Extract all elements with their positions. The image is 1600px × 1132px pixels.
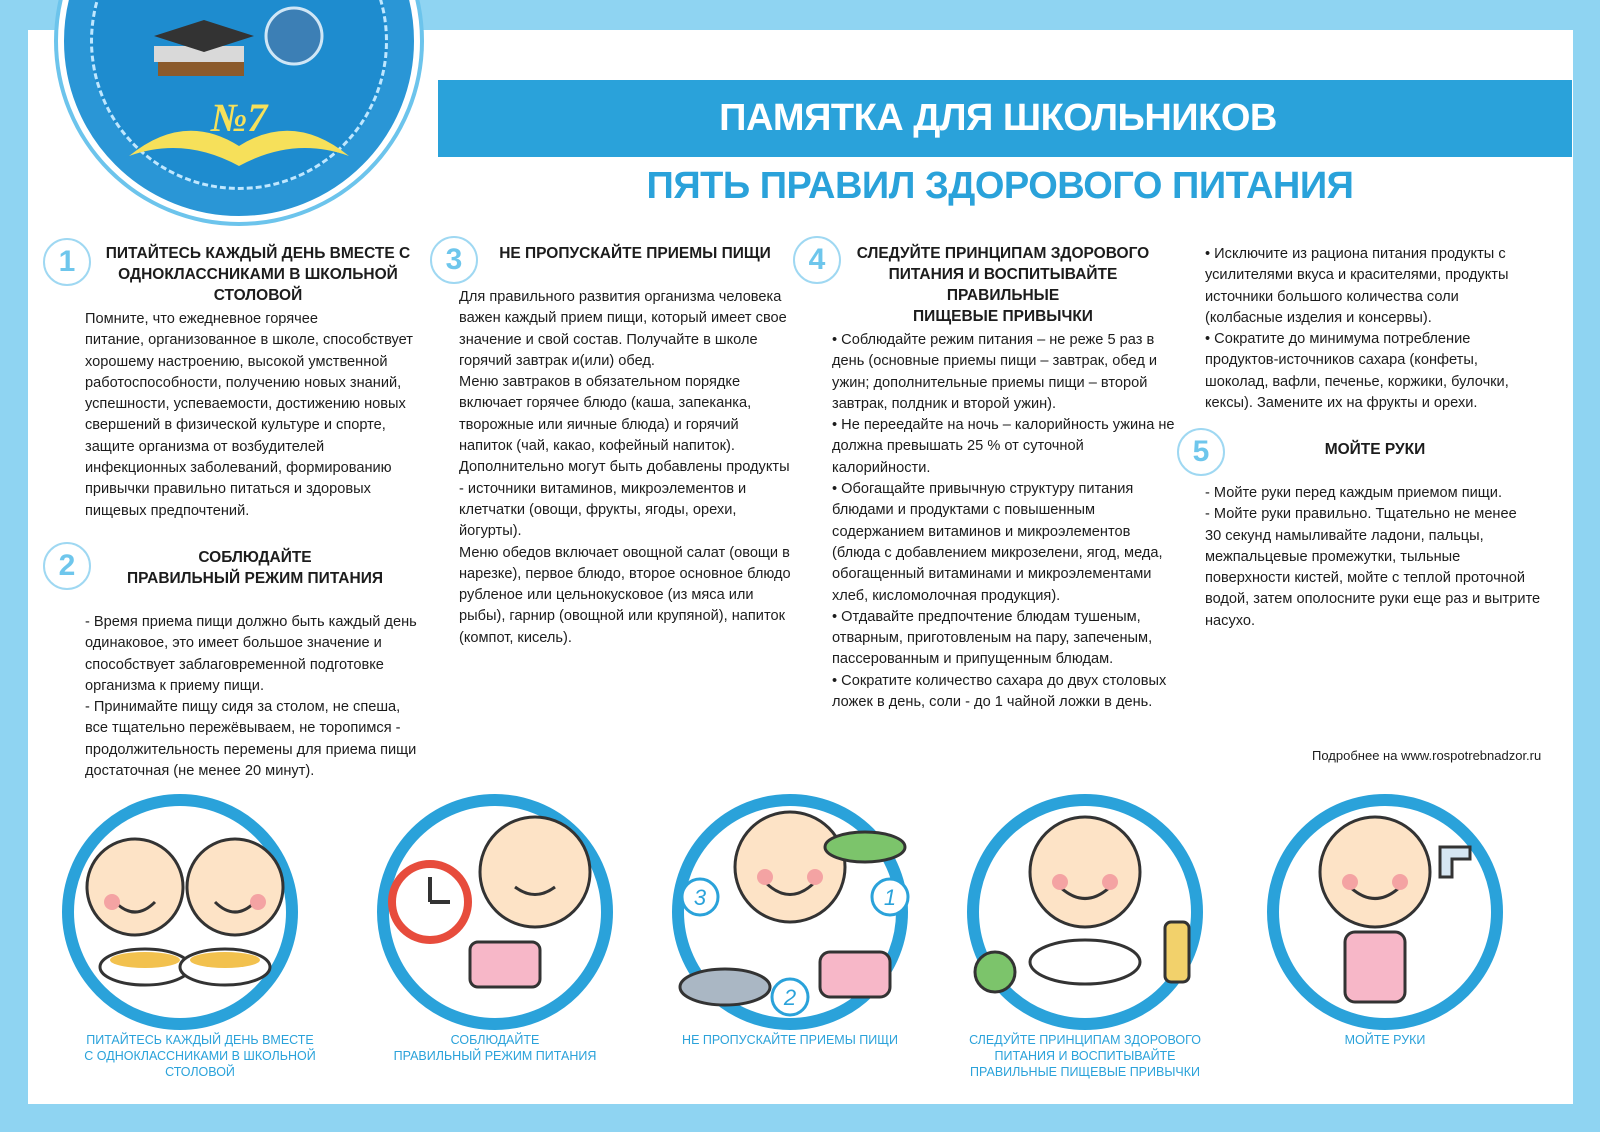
rule-2-heading: СОБЛЮДАЙТЕ ПРАВИЛЬНЫЙ РЕЖИМ ПИТАНИЯ xyxy=(127,549,383,587)
caption-healthy-habits: СЛЕДУЙТЕ ПРИНЦИПАМ ЗДОРОВОГО ПИТАНИЯ И ВОСПИТЫВАЙТЕ ПРАВИЛЬНЫЕ ПИЩЕВЫЕ ПРИВЫЧКИ xyxy=(969,1033,1201,1079)
three-meals-illustration xyxy=(670,792,910,1032)
rule-5-body: - Мойте руки перед каждым приемом пищи. - Мойте руки правильно. Тщательно не менее 30 секунд намыливайте ладони, пальцы, межпальцевые промежутки, тыльные поверхности кистей, мойте с теплой проточной водой, затем ополосните руки еще раз и вытрите насухо. xyxy=(1205,485,1541,629)
meal-order-label: 2 xyxy=(783,985,797,1010)
caption-meal-schedule: СОБЛЮДАЙТЕ ПРАВИЛЬНЫЙ РЕЖИМ ПИТАНИЯ xyxy=(393,1033,597,1063)
emblem-number: №7 xyxy=(210,95,268,140)
rule-3-number: 3 xyxy=(430,236,478,284)
books-globe-icon xyxy=(144,6,334,96)
clock-breakfast-illustration xyxy=(375,792,615,1032)
healthy-cooking-illustration xyxy=(965,792,1205,1032)
caption-dont-skip-meals: НЕ ПРОПУСКАЙТЕ ПРИЕМЫ ПИЩИ xyxy=(682,1033,898,1047)
rule-2-number: 2 xyxy=(43,542,91,590)
rule-4-heading: СЛЕДУЙТЕ ПРИНЦИПАМ ЗДОРОВОГО ПИТАНИЯ И ВОСПИТЫВАЙТЕ ПРАВИЛЬНЫЕ ПИЩЕВЫЕ ПРИВЫЧКИ xyxy=(856,245,1150,325)
source-note: Подробнее на www.rospotrebnadzor.ru xyxy=(1312,748,1542,763)
rule-3-heading: НЕ ПРОПУСКАЙТЕ ПРИЕМЫ ПИЩИ xyxy=(499,245,771,262)
kids-eating-together-illustration xyxy=(60,792,300,1032)
rule-3-body: Для правильного развития организма человека важен каждый прием пищи, который имеет свое значение и свой состав. Получайте в школе горячий завтрак и(или) обед. Меню завтраков в обязательном порядке включает горячее блюдо (каша, запеканка, творожные или яичные блюда) и горячий напиток (чай, какао, кофейный напиток). Дополнительно могут быть добавлены продукты - источники витаминов, микроэлементов и клетчатки (овощи, фрукты, ягоды, орехи, йогурты). Меню обедов включает овощной салат (овощи в нарезке), первое блюдо, второе основное блюдо рубленое или цельнокусковое (из мяса или рыбы), гарнир (овощной или крупяной), напиток (компот, кисель). xyxy=(459,289,791,646)
rule-4-body: • Соблюдайте режим питания – не реже 5 раз в день (основные приемы пищи – завтрак, обед и ужин; дополнительные приемы пищи – второй завтрак, полдник и второй ужин). • Не переедайте на ночь – калорийность ужина не должна превышать 25 % от суточной калорийности. • Обогащайте привычную структуру питания блюдами и продуктами с повышенным содержанием витаминов и микроэлементов (блюда с добавлением микрозелени, ягод, меда, обогащенный витаминами и микроэлементами хлеб, кисломолочная продукция). • Отдавайте предпочтение блюдам тушеным, отварным, приготовленым на пару, запеченым, пассерованным и припущенным блюдам. • Сократите количество сахара до двух столовых ложек в день, соли - до 1 чайной ложки в день. xyxy=(832,332,1175,711)
caption-eat-together: ПИТАЙТЕСЬ КАЖДЫЙ ДЕНЬ ВМЕСТЕ С ОДНОКЛАССНИКАМИ В ШКОЛЬНОЙ СТОЛОВОЙ xyxy=(84,1033,316,1079)
page-subtitle: ПЯТЬ ПРАВИЛ ЗДОРОВОГО ПИТАНИЯ xyxy=(646,165,1354,207)
caption-wash-hands: МОЙТЕ РУКИ xyxy=(1344,1033,1426,1047)
rule-4-body-continued: • Исключите из рациона питания продукты с усилителями вкуса и красителями, продукты источники большого количества соли (колбасные изделия и консервы). • Сократите до минимума потребление продуктов-источников сахара (конфеты, шоколад, вафли, печенье, коржики, булочки, кексы). Замените их на фрукты и орехи. xyxy=(1205,246,1509,412)
rule-5-number: 5 xyxy=(1177,428,1225,476)
rule-1-heading: ПИТАЙТЕСЬ КАЖДЫЙ ДЕНЬ ВМЕСТЕ С ОДНОКЛАССНИКАМИ В ШКОЛЬНОЙ СТОЛОВОЙ xyxy=(105,245,411,304)
hand-washing-illustration xyxy=(1265,792,1505,1032)
rule-1-number: 1 xyxy=(43,238,91,286)
rule-1-body: Помните, что ежедневное горячее питание, организованное в школе, способствует хорошему настроению, высокой умственной работоспособности, получению новых знаний, успешности, успеваемости, достижению новых свершений в физической культуре и спорте, защите организма от возбудителей инфекционных заболеваний, формированию привычки правильно питаться и здоровых пищевых предпочтений. xyxy=(85,311,413,519)
page-title: ПАМЯТКА ДЛЯ ШКОЛЬНИКОВ xyxy=(719,97,1277,139)
eagle-wing-icon xyxy=(124,116,354,176)
rule-4-number: 4 xyxy=(793,236,841,284)
rule-2-body: - Время приема пищи должно быть каждый день одинаковое, это имеет большое значение и способствует заблаговременной подготовке организма к приему пищи. - Принимайте пищу сидя за столом, не спеша, все тщательно пережёвываем, не торопимся - продолжительность перемены для приема пищи достаточная (не менее 20 минут). xyxy=(85,614,417,780)
meal-order-label: 3 xyxy=(693,885,707,910)
meal-order-label: 1 xyxy=(883,885,897,910)
rule-5-heading: МОЙТЕ РУКИ xyxy=(1324,441,1426,458)
